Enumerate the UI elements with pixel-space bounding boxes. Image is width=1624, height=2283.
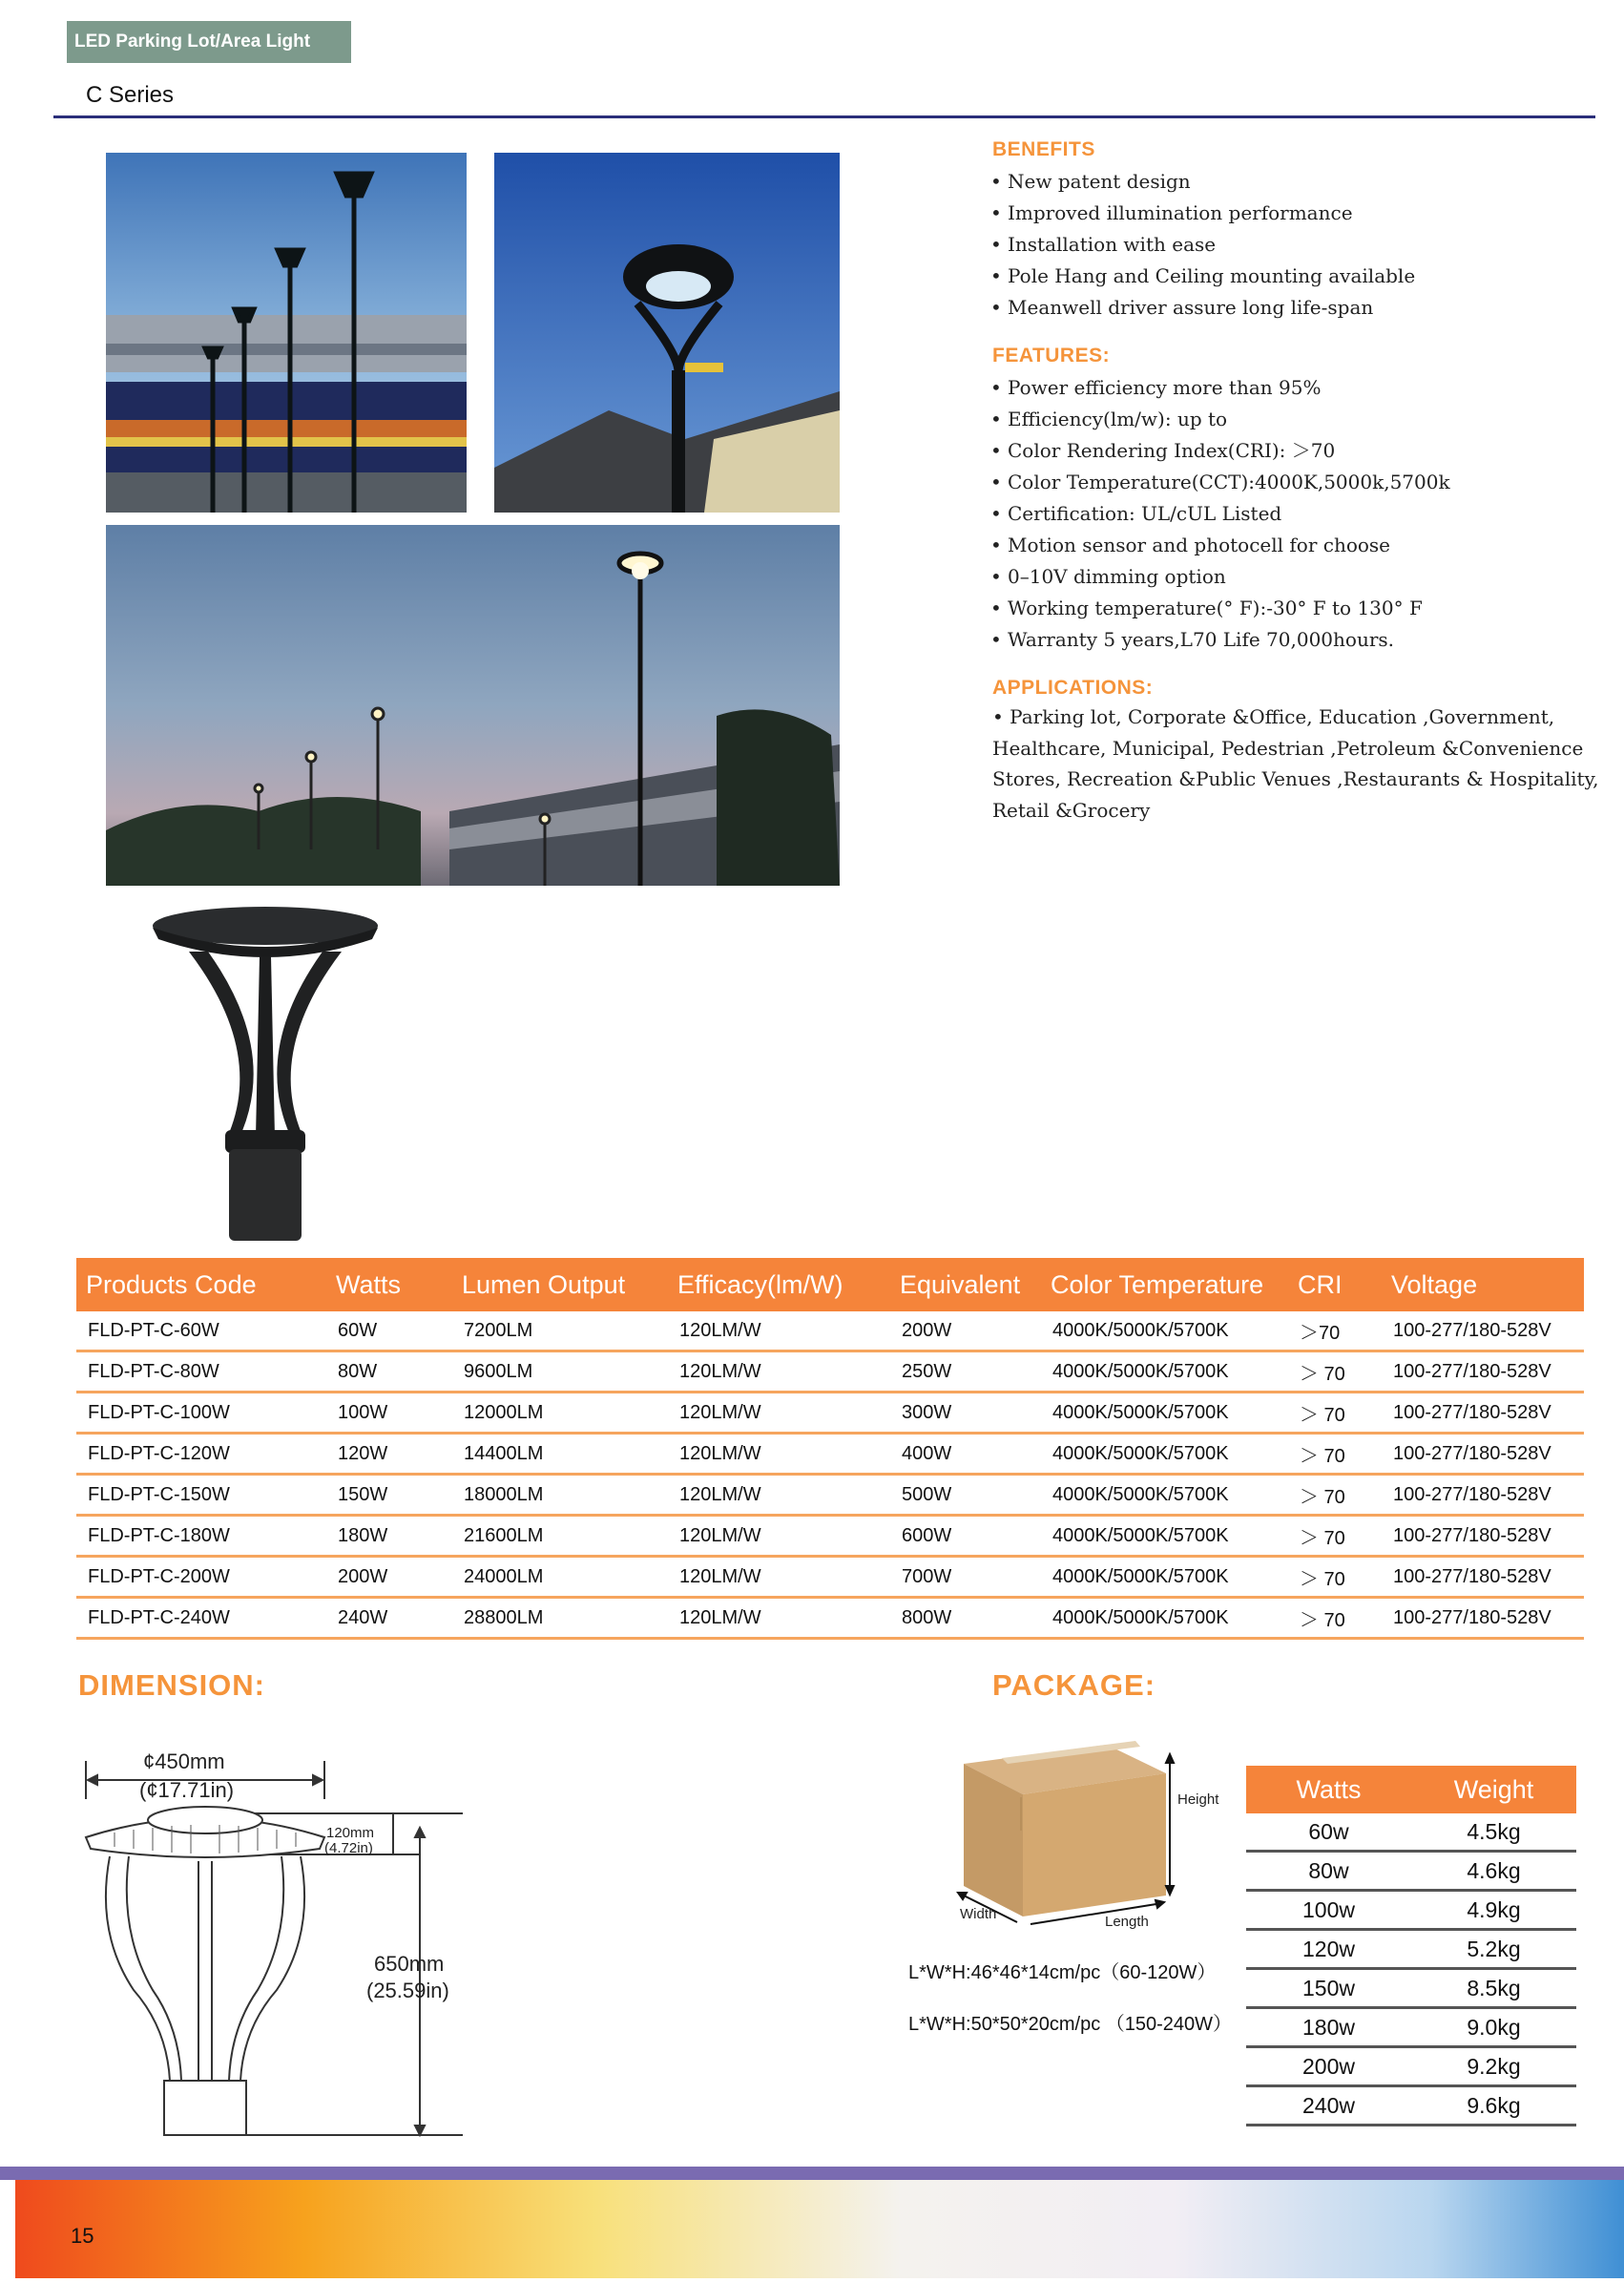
table-cell: 100w (1246, 1891, 1411, 1930)
footer-spectrum-band (0, 2167, 1624, 2278)
table-cell: 100-277/180-528V (1382, 1475, 1584, 1516)
table-cell: FLD-PT-C-120W (76, 1434, 326, 1475)
table-row (76, 1434, 1584, 1475)
table-cell: 100-277/180-528V (1382, 1351, 1584, 1393)
table-cell: FLD-PT-C-200W (76, 1557, 326, 1598)
table-cell: 9.0kg (1411, 2008, 1576, 2047)
pkg-header-row (1246, 1766, 1576, 1813)
table-cell: 100-277/180-528V (1382, 1434, 1584, 1475)
table-cell: 8.5kg (1411, 1969, 1576, 2008)
table-cell: 14400LM (452, 1434, 668, 1475)
table-cell: 250W (890, 1351, 1041, 1393)
table-cell: 120LM/W (668, 1516, 890, 1557)
spec-table (76, 1258, 1584, 1640)
table-cell: 80W (326, 1351, 452, 1393)
table-cell: 300W (890, 1393, 1041, 1434)
benefit-item: • Pole Hang and Ceiling mounting available (989, 261, 1599, 292)
table-cell: ＞ 70 (1288, 1475, 1382, 1516)
table-cell: ＞ 70 (1288, 1393, 1382, 1434)
table-cell: 120LM/W (668, 1311, 890, 1351)
table-cell: 4000K/5000K/5700K (1041, 1351, 1288, 1393)
table-cell: 21600LM (452, 1516, 668, 1557)
table-cell: 200W (326, 1557, 452, 1598)
table-cell: ＞ 70 (1288, 1516, 1382, 1557)
feature-item: • Certification: UL/cUL Listed (989, 498, 1599, 530)
table-row (76, 1557, 1584, 1598)
table-row (76, 1598, 1584, 1639)
applications-text: • Parking lot, Corporate &Office, Education ,Government, Healthcare, Municipal, Pedestrian ,Petroleum &Convenience Stores, Recreation &Public Venues ,Restaurants & Hospitality, Retail &Grocery (992, 705, 1599, 822)
table-row (76, 1516, 1584, 1557)
benefits-title: BENEFITS (992, 138, 1095, 160)
applications-title: APPLICATIONS: (992, 677, 1154, 699)
table-cell: 120LM/W (668, 1351, 890, 1393)
header-rule (53, 115, 1595, 118)
table-cell: 28800LM (452, 1598, 668, 1639)
series-title: C Series (86, 82, 175, 108)
feature-item: • Power efficiency more than 95% (989, 372, 1599, 404)
table-cell: 100-277/180-528V (1382, 1516, 1584, 1557)
table-cell: 4000K/5000K/5700K (1041, 1393, 1288, 1434)
table-cell: 600W (890, 1516, 1041, 1557)
table-cell: 120LM/W (668, 1434, 890, 1475)
page-number: 15 (71, 2224, 94, 2248)
photo-lamp-closeup (494, 153, 840, 513)
dimension-title: DIMENSION: (78, 1668, 265, 1702)
table-cell: 120LM/W (668, 1475, 890, 1516)
col-header: Products Code (76, 1258, 326, 1311)
table-cell: 120LM/W (668, 1393, 890, 1434)
table-cell: FLD-PT-C-180W (76, 1516, 326, 1557)
feature-item: • Color Temperature(CCT):4000K,5000k,5700k (989, 467, 1599, 498)
box-length-label: Length (1105, 1914, 1149, 1930)
feature-item: • Working temperature(° F):-30° F to 130° F (989, 593, 1599, 624)
table-cell: 4000K/5000K/5700K (1041, 1557, 1288, 1598)
table-cell: 4000K/5000K/5700K (1041, 1598, 1288, 1639)
table-cell: ＞ 70 (1288, 1351, 1382, 1393)
table-row (1246, 1891, 1576, 1930)
benefits-list (989, 166, 1599, 324)
benefit-item: • Improved illumination performance (989, 198, 1599, 229)
table-cell: 4000K/5000K/5700K (1041, 1475, 1288, 1516)
table-row (1246, 1813, 1576, 1852)
col-header: Efficacy(lm/W) (668, 1258, 890, 1311)
table-cell: 150w (1246, 1969, 1411, 2008)
table-cell: 120W (326, 1434, 452, 1475)
table-cell: 4.6kg (1411, 1852, 1576, 1891)
table-cell: 80w (1246, 1852, 1411, 1891)
feature-item: • Color Rendering Index(CRI): ＞70 (989, 435, 1599, 467)
table-row (76, 1393, 1584, 1434)
table-row (1246, 1969, 1576, 2008)
box-width-label: Width (960, 1906, 997, 1922)
table-cell: 240W (326, 1598, 452, 1639)
dim-height-mm: 650mm (374, 1952, 445, 1976)
col-header: Weight (1411, 1766, 1576, 1813)
table-cell: 100-277/180-528V (1382, 1557, 1584, 1598)
col-header: Watts (326, 1258, 452, 1311)
table-cell: 60w (1246, 1813, 1411, 1852)
category-tag: LED Parking Lot/Area Light (67, 21, 351, 63)
table-cell: FLD-PT-C-240W (76, 1598, 326, 1639)
package-size-line-2: L*W*H:50*50*20cm/pc （150-240W） (908, 2014, 1233, 2035)
table-cell: 7200LM (452, 1311, 668, 1351)
table-cell: 60W (326, 1311, 452, 1351)
table-cell: 18000LM (452, 1475, 668, 1516)
table-cell: 4.9kg (1411, 1891, 1576, 1930)
table-row (1246, 2008, 1576, 2047)
table-row (76, 1475, 1584, 1516)
col-header: CRI (1288, 1258, 1382, 1311)
table-cell: 100-277/180-528V (1382, 1598, 1584, 1639)
table-cell: 240w (1246, 2086, 1411, 2126)
table-cell: ＞70 (1288, 1311, 1382, 1351)
product-fixture-image (122, 899, 408, 1252)
table-cell: 100W (326, 1393, 452, 1434)
table-cell: 9.2kg (1411, 2047, 1576, 2086)
table-row (76, 1311, 1584, 1351)
table-cell: 400W (890, 1434, 1041, 1475)
dim-head-mm: 120mm (326, 1825, 375, 1841)
feature-item: • 0–10V dimming option (989, 561, 1599, 593)
table-cell: ＞ 70 (1288, 1557, 1382, 1598)
table-cell: 4.5kg (1411, 1813, 1576, 1852)
table-row (1246, 2047, 1576, 2086)
col-header: Lumen Output (452, 1258, 668, 1311)
table-cell: 120w (1246, 1930, 1411, 1969)
package-title: PACKAGE: (992, 1668, 1156, 1702)
package-weight-table (1246, 1766, 1576, 2126)
table-cell: 150W (326, 1475, 452, 1516)
box-height-label: Height (1177, 1791, 1219, 1808)
table-cell: 500W (890, 1475, 1041, 1516)
table-cell: 180W (326, 1516, 452, 1557)
table-cell: ＞ 70 (1288, 1598, 1382, 1639)
table-cell: FLD-PT-C-150W (76, 1475, 326, 1516)
table-cell: FLD-PT-C-80W (76, 1351, 326, 1393)
dim-head-in: (4.72in) (324, 1840, 373, 1856)
benefit-item: • Installation with ease (989, 229, 1599, 261)
photo-dusk-scene (106, 525, 840, 886)
dimension-drawing (76, 1742, 477, 2162)
features-list (989, 372, 1599, 656)
package-size-line-1: L*W*H:46*46*14cm/pc（60-120W） (908, 1962, 1217, 1983)
photo-poles-train (106, 153, 467, 513)
table-cell: 200W (890, 1311, 1041, 1351)
table-cell: 100-277/180-528V (1382, 1393, 1584, 1434)
table-cell: 9600LM (452, 1351, 668, 1393)
table-cell: 200w (1246, 2047, 1411, 2086)
table-row (1246, 1930, 1576, 1969)
col-header: Voltage (1382, 1258, 1584, 1311)
table-cell: 9.6kg (1411, 2086, 1576, 2126)
table-cell: 800W (890, 1598, 1041, 1639)
table-cell: 4000K/5000K/5700K (1041, 1311, 1288, 1351)
table-cell: 100-277/180-528V (1382, 1311, 1584, 1351)
table-cell: FLD-PT-C-100W (76, 1393, 326, 1434)
feature-item: • Motion sensor and photocell for choose (989, 530, 1599, 561)
table-cell: 180w (1246, 2008, 1411, 2047)
table-cell: 24000LM (452, 1557, 668, 1598)
table-cell: 120LM/W (668, 1557, 890, 1598)
col-header: Equivalent (890, 1258, 1041, 1311)
table-cell: 4000K/5000K/5700K (1041, 1516, 1288, 1557)
table-cell: ＞ 70 (1288, 1434, 1382, 1475)
table-cell: 5.2kg (1411, 1930, 1576, 1969)
benefit-item: • Meanwell driver assure long life-span (989, 292, 1599, 324)
feature-item: • Efficiency(lm/w): up to (989, 404, 1599, 435)
table-cell: 4000K/5000K/5700K (1041, 1434, 1288, 1475)
feature-item: • Warranty 5 years,L70 Life 70,000hours. (989, 624, 1599, 656)
table-cell: 700W (890, 1557, 1041, 1598)
dim-width-in: (¢17.71in) (139, 1778, 235, 1802)
dim-width-mm: ¢450mm (143, 1749, 225, 1773)
spec-header-row (76, 1258, 1584, 1311)
benefit-item: • New patent design (989, 166, 1599, 198)
package-box-drawing (945, 1735, 1240, 1936)
col-header: Color Temperature (1041, 1258, 1288, 1311)
table-cell: 12000LM (452, 1393, 668, 1434)
col-header: Watts (1246, 1766, 1411, 1813)
table-row (1246, 1852, 1576, 1891)
table-cell: 120LM/W (668, 1598, 890, 1639)
dim-height-in: (25.59in) (366, 1979, 449, 2002)
table-row (76, 1351, 1584, 1393)
table-row (1246, 2086, 1576, 2126)
features-title: FEATURES: (992, 345, 1111, 367)
table-cell: FLD-PT-C-60W (76, 1311, 326, 1351)
